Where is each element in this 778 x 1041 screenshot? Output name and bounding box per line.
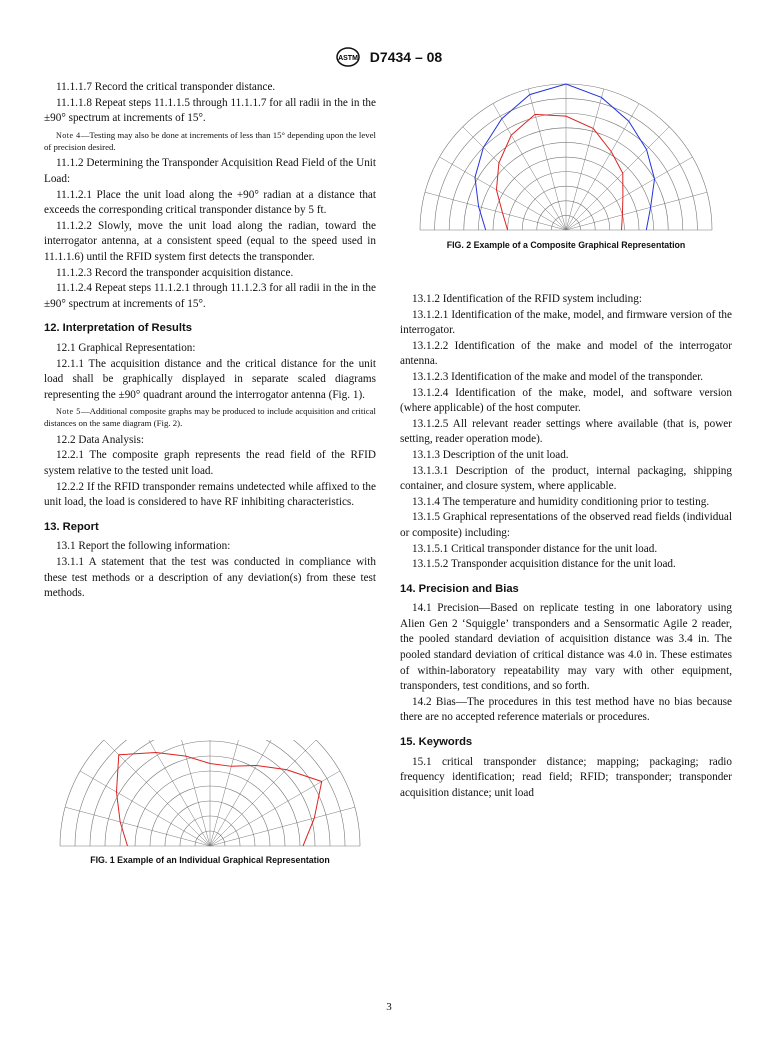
note: Note 4—Testing may also be done at increments of less than 15° depending upon the level of precision desired. — [44, 129, 376, 152]
paragraph: 12.1.1 The acquisition distance and the critical distance for the unit load shall be graphically displayed in separate scaled diagrams representing the ±90° quadrant around the interrogator antenna (Fig. 1). — [44, 357, 376, 401]
grid-radial — [135, 740, 210, 846]
paragraph: 11.1.1.8 Repeat steps 11.1.1.5 through 11.1.1.7 for all radii in the in the ±90° spectrum at increments of 15°. — [44, 96, 376, 125]
paragraph: 13.1.2.2 Identification of the make and model of the interrogator antenna. — [400, 339, 732, 368]
paragraph: 13.1.2.5 All relevant reader settings where available (that is, power setting, reader operation mode). — [400, 417, 732, 446]
grid-radial — [566, 157, 692, 230]
grid-radial — [463, 127, 566, 230]
standard-designation: D7434 – 08 — [369, 49, 443, 65]
page-number: 3 — [386, 1001, 392, 1013]
paragraph: 14.2 Bias—The procedures in this test method have no bias because there are no accepted reference materials or procedures. — [400, 695, 732, 724]
paragraph: 13.1.2.4 Identification of the make, model, and software version (where applicable) of the host computer. — [400, 386, 732, 415]
paragraph: 12.2 Data Analysis: — [56, 433, 144, 446]
paragraph: 12.2.2 If the RFID transponder remains undetected while affixed to the unit load, the load is considered to have RF inhibiting characteristics. — [44, 480, 376, 509]
paragraph: 13.1.1 A statement that the test was conducted in compliance with these test methods or a description of any deviation(s) from these test methods. — [44, 556, 376, 600]
paragraph: 11.1.2.2 Slowly, move the unit load along the radian, toward the interrogator antenna, at a consistent speed (equal to the speed used in 11.1.1.6) until the RFID system first detects the transponder. — [44, 219, 376, 263]
grid-radial — [566, 104, 639, 230]
paragraph: 13.1.2.1 Identification of the make, model, and firmware version of the interrogator. — [400, 308, 732, 337]
paragraph: 13.1.3.1 Description of the product, internal packaging, shipping container, and closure system, where applicable. — [400, 464, 732, 493]
grid-radial — [80, 771, 210, 846]
grid-radial — [65, 807, 210, 846]
grid-radial — [210, 740, 316, 846]
left-column — [44, 80, 376, 602]
grid-radial — [440, 157, 566, 230]
grid-radial — [566, 127, 669, 230]
figure-2 — [400, 80, 732, 250]
note: Note 5—Additional composite graphs may be produced to include acquisition and critical distances on the same diagram (Fig. 2). — [44, 406, 376, 429]
paragraph: 13.1.2.3 Identification of the make and model of the transponder. — [412, 370, 704, 383]
astm-logo-icon — [336, 47, 360, 67]
section-heading: 13. Report — [44, 520, 99, 533]
grid-radial — [493, 104, 566, 230]
grid-radial — [566, 89, 604, 230]
paragraph: 15.1 critical transponder distance; mapping; packaging; radio frequency identification; read field; RFID; transponder; transponder acquisition distance; unit load — [400, 755, 732, 799]
paragraph: 11.1.2 Determining the Transponder Acquisition Read Field of the Unit Load: — [44, 157, 376, 185]
right-column — [400, 292, 732, 801]
paragraph: 14.1 Precision—Based on replicate testing in one laboratory using Alien Gen 2 ‘Squiggle’ transponders and a Sensormatic Agile 2 reader, the pooled standard deviation of acquisition distance was 3.4 in. The pooled standard deviation of critical distance was 4.0 in. These estimates of within-laboratory repeatability may vary with other equipment, transponders, test conditions, and so forth. — [400, 602, 732, 693]
grid-radial — [104, 740, 210, 846]
paragraph: 11.1.2.4 Repeat steps 11.1.2.1 through 11.1.2.3 for all radii in the in the ±90° spectrum at increments of 15°. — [44, 282, 376, 310]
grid-radial — [210, 807, 355, 846]
section-heading: 15. Keywords — [400, 736, 473, 749]
paragraph: 11.1.1.7 Record the critical transponder distance. — [56, 81, 276, 93]
fig1-polar-chart — [44, 740, 376, 850]
grid-radial — [528, 89, 566, 230]
paragraph: 12.1 Graphical Representation: — [56, 341, 196, 354]
svg-text:ASTM: ASTM — [337, 55, 358, 62]
paragraph: 12.2.1 The composite graph represents the read field of the RFID system relative to the tested unit load. — [44, 449, 376, 478]
section-heading: 12. Interpretation of Results — [44, 322, 192, 335]
paragraph: 13.1.2 Identification of the RFID system including: — [412, 293, 642, 305]
paragraph: 11.1.2.3 Record the transponder acquisition distance. — [56, 266, 294, 279]
grid-radial — [425, 192, 566, 230]
paragraph: 13.1.5 Graphical representations of the observed read fields (individual or composite) including: — [400, 511, 732, 539]
grid-radial — [210, 771, 340, 846]
fig2-caption: FIG. 2 Example of a Composite Graphical Representation — [446, 240, 686, 250]
paragraph: 13.1.3 Description of the unit load. — [412, 448, 569, 461]
paragraph: 13.1.4 The temperature and humidity conditioning prior to testing. — [412, 495, 710, 508]
page-header — [0, 47, 778, 67]
paragraph: 13.1 Report the following information: — [56, 540, 231, 553]
section-heading: 14. Precision and Bias — [400, 582, 519, 595]
grid-radial — [210, 740, 285, 846]
paragraph: 11.1.2.1 Place the unit load along the +90° radian at a distance that exceeds the corresponding critical transponder distance by 5 ft. — [44, 188, 376, 217]
figure-1 — [44, 740, 376, 865]
paragraph: 13.1.5.2 Transponder acquisition distance for the unit load. — [412, 558, 676, 571]
fig1-caption: FIG. 1 Example of an Individual Graphical Representation — [90, 855, 330, 865]
grid-radial — [566, 192, 707, 230]
fig2-polar-chart — [400, 80, 732, 235]
paragraph: 13.1.5.1 Critical transponder distance for the unit load. — [412, 542, 658, 555]
